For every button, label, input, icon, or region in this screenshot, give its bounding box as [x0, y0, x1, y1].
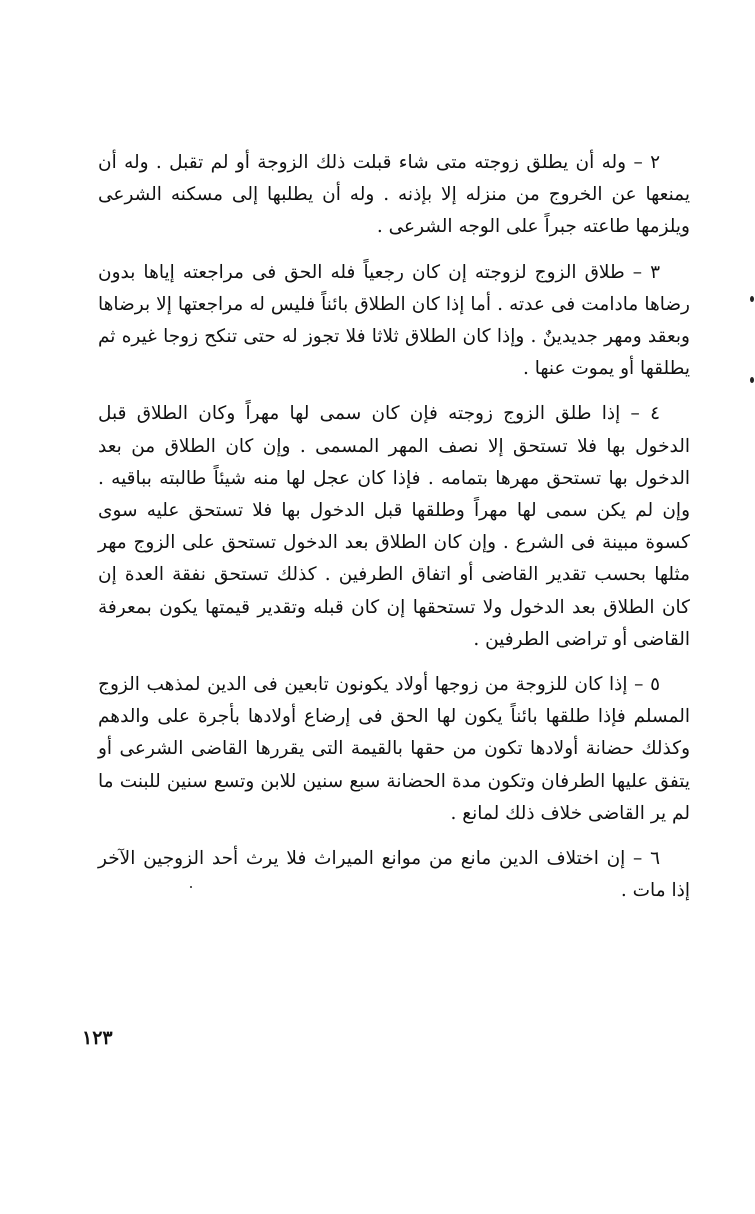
page-number: ١٢٣ [82, 1027, 113, 1049]
paragraph-5: ٥ – إذا كان للزوجة من زوجها أولاد يكونون تابعين فى الدين لمذهب الزوج المسلم فإذا طلقها بائناً يكون لها الحق فى إرضاع أولادها بأجرة على والدهم وكذلك حضانة أولادها تكون من حقها بالقيمة التى يقررها القاضى الشرعى أو يتفق عليها الطرفان وتكون مدة الحضانة سبع سنين للابن وتسع سنين للبنت ما لم ير القاضى خلاف ذلك لمانع . [98, 674, 690, 824]
scan-speck [750, 296, 754, 302]
paragraph-4: ٤ – إذا طلق الزوج زوجته فإن كان سمى لها مهراً وكان الطلاق قبل الدخول بها فلا تستحق إلا نصف المهر المسمى . وإن كان الطلاق من بعد الدخول بها تستحق مهرها بتمامه . فإذا كان عجل لها منه شيئاً طالبته بباقيه . وإن لم يكن سمى لها مهراً وطلقها قبل الدخول بها فلا تستحق عليه سوى كسوة مبينة فى الشرع . وإن كان الطلاق بعد الدخول تستحق على الزوج مهر مثلها بحسب تقدير القاضى أو اتفاق الطرفين . كذلك تستحق نفقة العدة إن كان الطلاق بعد الدخول ولا تستحقها إن كان قبله وتقدير قيمتها يكون بمعرفة القاضى أو تراضى الطرفين . [98, 403, 690, 650]
scan-speck [750, 377, 754, 383]
paragraph-2: ٢ – وله أن يطلق زوجته متى شاء قبلت ذلك الزوجة أو لم تقبل . وله أن يمنعها عن الخروج من منزله إلا بإذنه . وله أن يطلبها إلى مسكنه الشرعى ويلزمها طاعته جبراً على الوجه الشرعى . [98, 152, 690, 238]
paragraph-6: ٦ – إن اختلاف الدين مانع من موانع الميراث فلا يرث أحد الزوجين الآخر إذا مات . [98, 848, 690, 902]
body-text [98, 147, 690, 920]
scan-speck [190, 886, 192, 888]
paragraph-3: ٣ – طلاق الزوج لزوجته إن كان رجعياً فله الحق فى مراجعته إياها بدون رضاها مادامت فى عدته . أما إذا كان الطلاق بائناً فليس له مراجعتها إلا برضاها وبعقد ومهر جديدينٌ . وإذا كان الطلاق ثلاثا فلا تجوز له حتى تنكح زوجا غيره ثم يطلقها أو يموت عنها . [98, 261, 690, 380]
